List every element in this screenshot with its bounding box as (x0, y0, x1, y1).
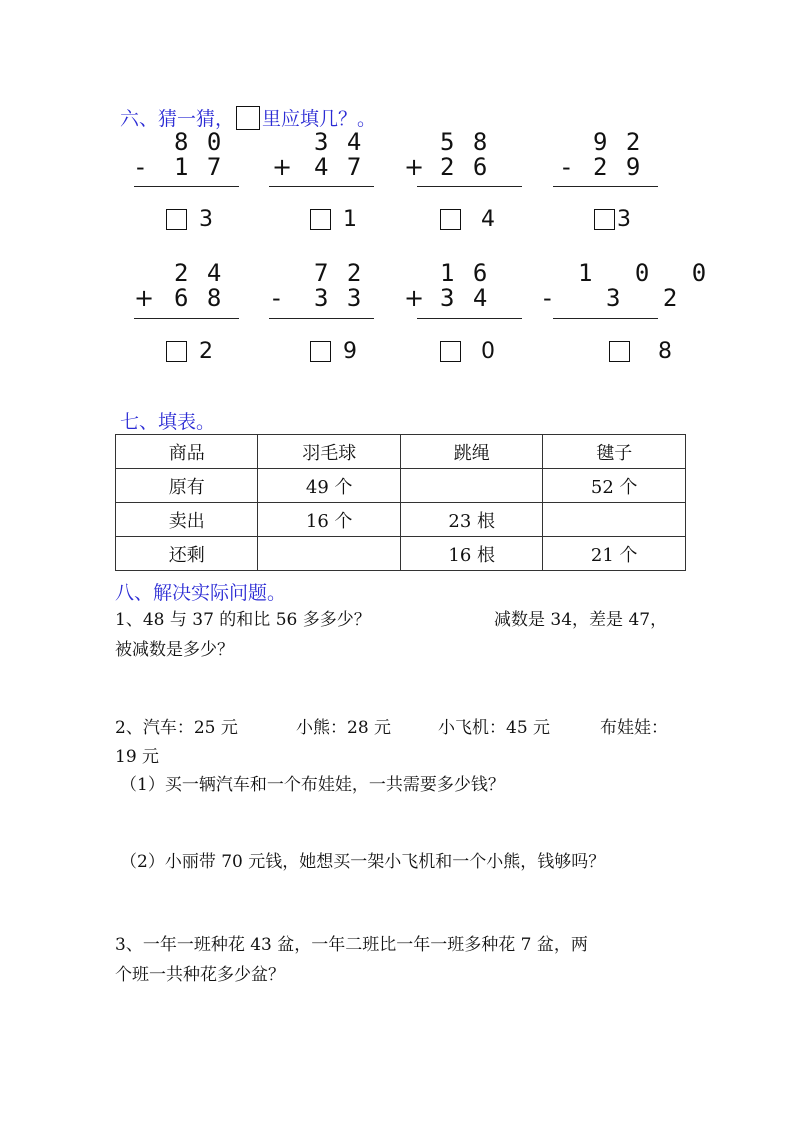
problem-1-bottom: 1 7 (174, 153, 224, 181)
problem-1-rule (134, 186, 239, 187)
question-1-left: 1、48 与 37 的和比 56 多多少？ (115, 610, 371, 630)
answer-digit: 9 (343, 339, 357, 364)
section-7-title: 七、填表。 (120, 411, 216, 433)
problem-4-operator: - (562, 153, 571, 181)
problem-8-top: 1 0 0 (578, 259, 721, 287)
problem-1-operator: - (136, 153, 145, 181)
blank-box-icon (236, 106, 260, 130)
table-header-cell: 跳绳 (400, 435, 543, 469)
problem-1-answer (166, 207, 213, 232)
problem-5-bottom: 6 8 (174, 284, 224, 312)
problem-6-operator: - (272, 284, 281, 312)
problem-5-operator: + (134, 284, 155, 312)
question-2-item-doll: 布娃娃： (600, 718, 668, 738)
table-row (116, 503, 686, 537)
table-cell: 21 个 (543, 537, 686, 571)
question-3-line-1: 3、一年一班种花 43 盆，一年二班比一年一班多种花 7 盆，两 (115, 935, 588, 955)
table-cell: 52 个 (543, 469, 686, 503)
table-cell: 16 个 (258, 503, 401, 537)
problem-8-operator: - (543, 284, 552, 312)
answer-digit: 2 (199, 339, 213, 364)
table-cell: 原有 (116, 469, 258, 503)
section-8-title: 八、解决实际问题。 (115, 582, 287, 604)
problem-5-answer (166, 339, 213, 364)
answer-blank-box[interactable] (440, 209, 461, 230)
problem-6-rule (269, 318, 374, 319)
table-header-row (116, 435, 686, 469)
question-1-right: 减数是 34，差是 47， (494, 610, 668, 630)
problem-6-answer (310, 339, 357, 364)
section-6-title-prefix: 六、猜一猜， (120, 108, 235, 130)
problem-2-answer (310, 207, 357, 232)
problem-2-top: 3 4 (314, 128, 364, 156)
problem-3-top: 5 8 (440, 128, 490, 156)
problem-7-bottom: 3 4 (440, 284, 490, 312)
answer-blank-box[interactable] (310, 341, 331, 362)
problem-7-answer (440, 339, 495, 364)
problem-5-top: 2 4 (174, 259, 224, 287)
answer-digit: 0 (481, 339, 495, 364)
question-2-item-plane: 小飞机：45 元 (438, 718, 551, 738)
section-6-title (120, 104, 376, 131)
problem-8-bottom: 3 2 (606, 284, 692, 312)
section-6-title-suffix: 里应填几？。 (262, 108, 377, 130)
table-cell-blank[interactable] (400, 469, 543, 503)
problem-4-bottom: 2 9 (593, 153, 643, 181)
answer-blank-box[interactable] (609, 341, 630, 362)
table-cell: 49 个 (258, 469, 401, 503)
table-row (116, 469, 686, 503)
answer-blank-box[interactable] (166, 209, 187, 230)
fill-in-table (115, 434, 686, 571)
problem-6-top: 7 2 (314, 259, 364, 287)
table-cell-blank[interactable] (543, 503, 686, 537)
problem-3-rule (417, 186, 522, 187)
problem-6-bottom: 3 3 (314, 284, 364, 312)
problem-1-top: 8 0 (174, 128, 224, 156)
question-2-item-bear: 小熊：28 元 (296, 718, 392, 738)
answer-digit: 1 (343, 207, 357, 232)
answer-digit: 3 (199, 207, 213, 232)
table-cell: 卖出 (116, 503, 258, 537)
table-header-cell: 羽毛球 (258, 435, 401, 469)
answer-blank-box[interactable] (594, 209, 615, 230)
question-2-item-car: 2、汽车：25 元 (115, 718, 238, 738)
problem-3-bottom: 2 6 (440, 153, 490, 181)
problem-4-answer (594, 207, 631, 232)
answer-digit: 3 (617, 207, 631, 232)
problem-8-answer (609, 339, 672, 364)
table-cell: 23 根 (400, 503, 543, 537)
problem-7-rule (417, 318, 522, 319)
table-row (116, 537, 686, 571)
answer-digit: 8 (658, 339, 672, 364)
problem-3-answer (440, 207, 495, 232)
problem-7-operator: + (404, 284, 425, 312)
answer-blank-box[interactable] (440, 341, 461, 362)
question-3-line-2: 个班一共种花多少盆？ (115, 965, 285, 985)
question-2-sub-1: （1）买一辆汽车和一个布娃娃，一共需要多少钱？ (120, 775, 505, 795)
question-2-sub-2: （2）小丽带 70 元钱，她想买一架小飞机和一个小熊，钱够吗？ (120, 852, 606, 872)
problem-5-rule (134, 318, 239, 319)
table-header-cell: 毽子 (543, 435, 686, 469)
problem-3-operator: + (404, 153, 425, 181)
table-cell: 16 根 (400, 537, 543, 571)
problem-8-rule (553, 318, 658, 319)
table-header-cell: 商品 (116, 435, 258, 469)
question-1-continued: 被减数是多少？ (115, 640, 234, 660)
table-cell: 还剩 (116, 537, 258, 571)
problem-7-top: 1 6 (440, 259, 490, 287)
answer-blank-box[interactable] (310, 209, 331, 230)
problem-2-operator: + (272, 153, 293, 181)
problem-4-top: 9 2 (593, 128, 643, 156)
problem-2-bottom: 4 7 (314, 153, 364, 181)
answer-digit: 4 (481, 207, 495, 232)
question-2-continued: 19 元 (115, 747, 160, 767)
problem-2-rule (269, 186, 374, 187)
answer-blank-box[interactable] (166, 341, 187, 362)
table-cell-blank[interactable] (258, 537, 401, 571)
problem-4-rule (553, 186, 658, 187)
